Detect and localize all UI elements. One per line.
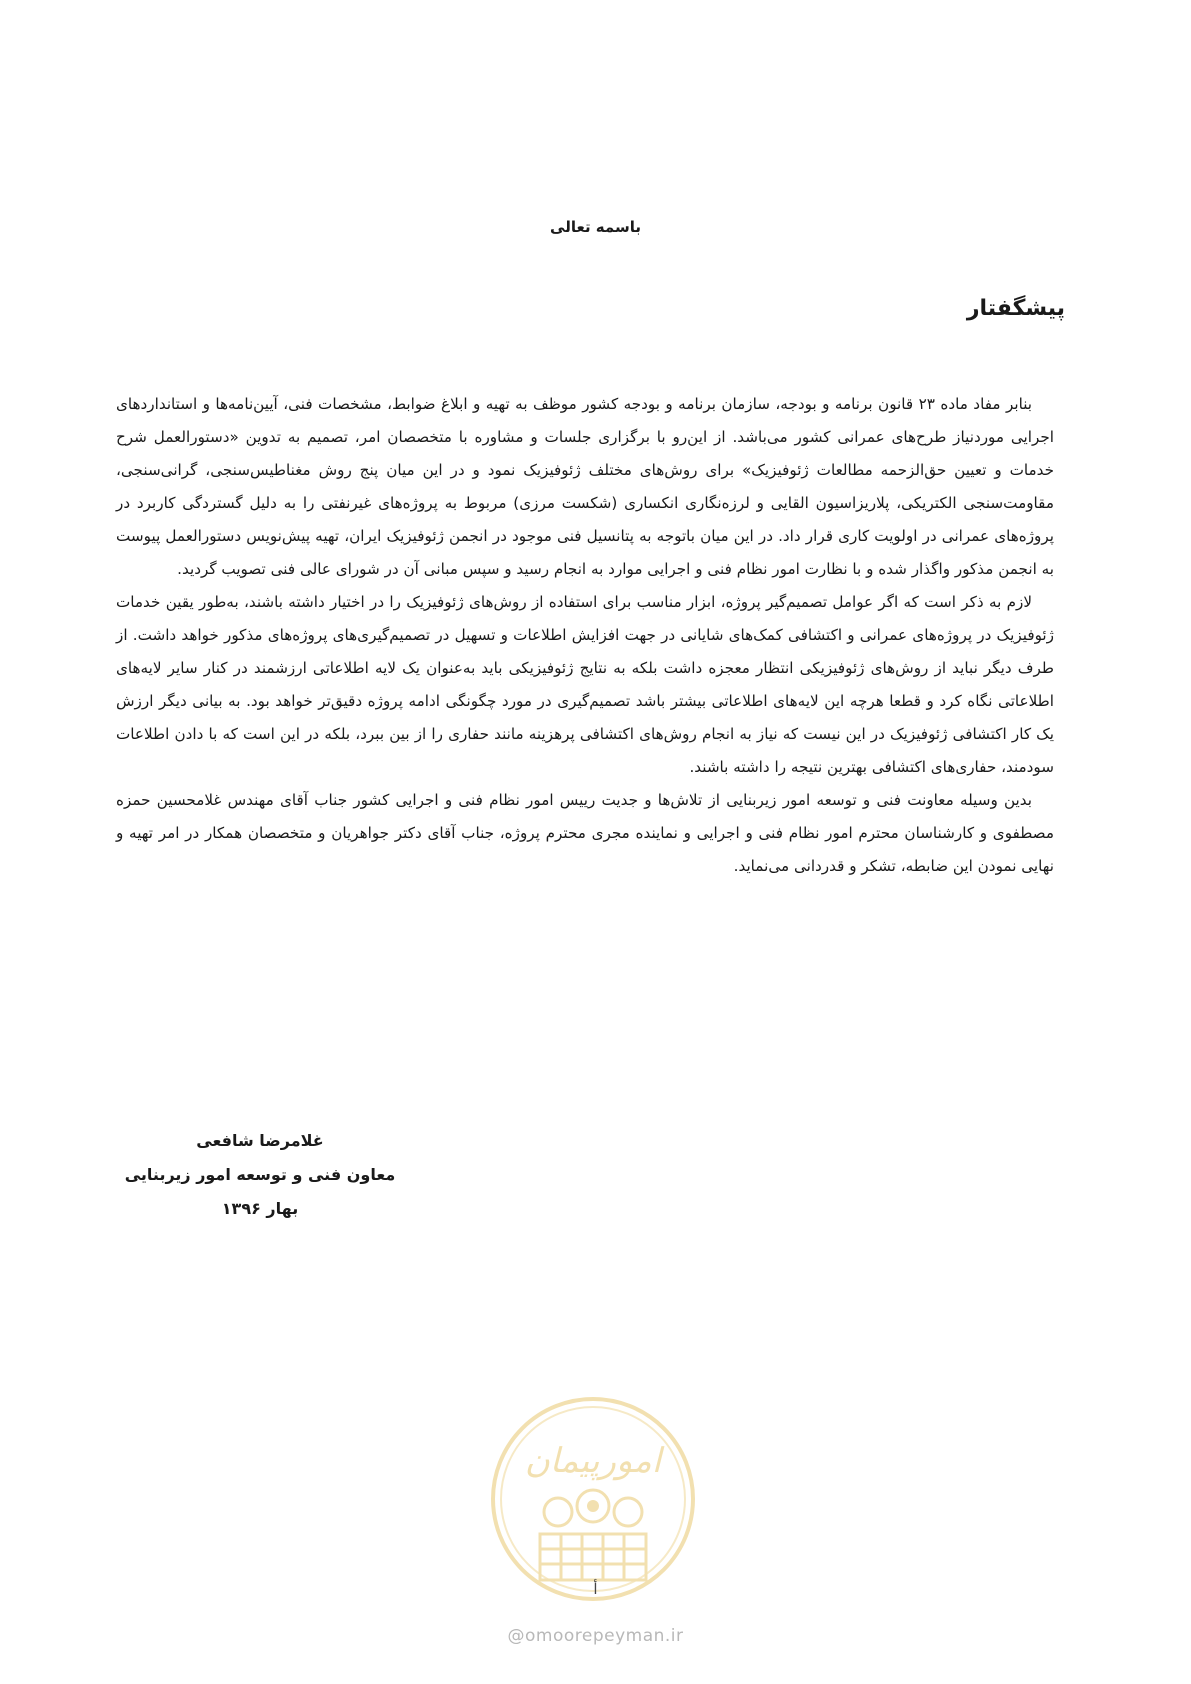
seal-logo-icon [488, 1394, 698, 1604]
body-text [116, 388, 1054, 883]
signatory-name: غلامرضا شافعی [196, 1131, 324, 1150]
signature-date: بهار ۱۳۹۶ [221, 1199, 299, 1218]
section-heading: پیشگفتار [966, 296, 1065, 321]
signatory-title: معاون فنی و توسعه امور زیربنایی [124, 1165, 396, 1184]
page-number: أ [593, 1580, 598, 1598]
signature-block [110, 1124, 410, 1226]
watermark-url: @omoorepeyman.ir [507, 1626, 684, 1646]
paragraph: لازم به ذکر است که اگر عوامل تصمیم‌گیر پروژه، ابزار مناسب برای استفاده از روش‌های ژئوفیزیک را در اختیار داشته باشند، به‌طور یقین خدمات ژئوفیزیک در پروژه‌های عمرانی و اکتشافی کمک‌های شایانی در جهت افزایش اطلاعات و تسهیل در تصمیم‌گیری‌های پروژه‌های مذکور خواهد داشت. از طرف دیگر نباید از روش‌های ژئوفیزیکی انتظار معجزه داشت بلکه به نتایج ژئوفیزیکی باید به‌عنوان یک لایه اطلاعاتی ارزشمند در کنار سایر لایه‌های اطلاعاتی نگاه کرد و قطعا هرچه این لایه‌های اطلاعاتی بیشتر باشد تصمیم‌گیری در مورد چگونگی ادامه پروژه دقیق‌تر خواهد بود. به بیانی دیگر ارزش یک کار اکتشافی ژئوفیزیک در این نیست که نیاز به انجام روش‌های اکتشافی پرهزینه مانند حفاری را از بین ببرد، بلکه در این است که با دادن اطلاعات سودمند، حفاری‌های اکتشافی بهترین نتیجه را داشته باشند. [116, 593, 1054, 776]
seal-text: امورپیمان [524, 1441, 662, 1481]
paragraph: بدین وسیله معاونت فنی و توسعه امور زیربنایی از تلاش‌ها و جدیت رییس امور نظام فنی و اجرایی کشور جناب آقای مهندس غلامحسین حمزه مصطفوی و کارشناسان محترم امور نظام فنی و اجرایی و نماینده مجری محترم پروژه، جناب آقای دکتر جواهریان و متخصصان همکار در امر تهیه و نهایی نمودن این ضابطه، تشکر و قدردانی می‌نماید. [116, 791, 1054, 875]
paragraph: بنابر مفاد ماده ۲۳ قانون برنامه و بودجه، سازمان برنامه و بودجه کشور موظف به تهیه و ابلاغ ضوابط، مشخصات فنی، آیین‌نامه‌ها و استانداردهای اجرایی موردنیاز طرح‌های عمرانی کشور می‌باشد. از این‌رو با برگزاری جلسات و مشاوره با متخصصان امر، تصمیم به تدوین «دستورالعمل شرح خدمات و تعیین حق‌الزحمه مطالعات ژئوفیزیک» برای روش‌های مختلف ژئوفیزیک نمود و در این میان پنج روش مغناطیس‌سنجی، گرانی‌سنجی، مقاومت‌سنجی الکتریکی، پلاریزاسیون القایی و لرزه‌نگاری انکساری (شکست مرزی) مربوط به پروژه‌های غیرنفتی را به دلیل گستردگی کاربرد در پروژه‌های عمرانی در اولویت کاری قرار داد. در این میان باتوجه به پتانسیل فنی موجود در انجمن ژئوفیزیک ایران، تهیه پیش‌نویس دستورالعمل پیوست به انجمن مذکور واگذار شده و با نظارت امور نظام فنی و اجرایی موارد به انجام رسید و سپس مبانی آن در شورای عالی فنی تصویب گردید. [116, 395, 1054, 578]
invocation-line: باسمه تعالی [550, 218, 641, 236]
